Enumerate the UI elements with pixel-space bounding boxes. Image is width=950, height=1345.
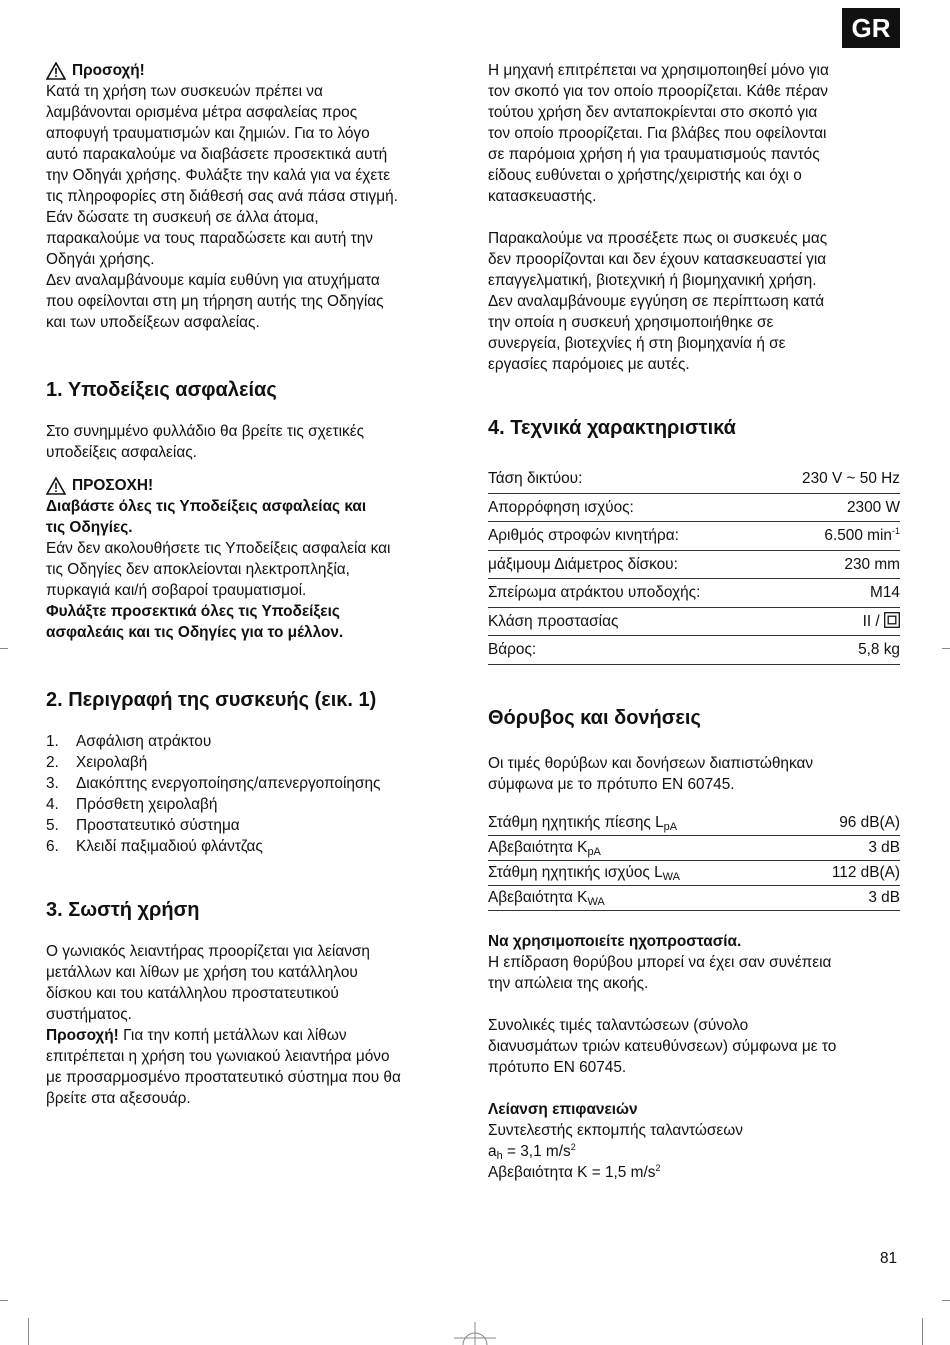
section-4-title: 4. Τεχνικά χαρακτηριστικά: [488, 417, 736, 439]
intro-line: την Οδηγάι χρήσης. Φυλάξτε την καλά για να έχετε: [46, 167, 391, 184]
bold-line: τις Οδηγίες.: [46, 519, 133, 536]
intro-line: τις πληροφορίες στη διάθεσή σας ανά πάσα στιγμή.: [46, 188, 398, 205]
intro-paragraph: [46, 81, 456, 333]
section-3-line: συστήματος.: [46, 1006, 132, 1023]
noise-label: [488, 885, 792, 910]
text-line: τούτου χρήση δεν ανταποκρίενται στο σκοπό για: [488, 104, 818, 121]
left-column: [46, 60, 456, 1109]
list-item: [46, 794, 456, 815]
warning-triangle-icon: [46, 62, 66, 80]
section-1-warning-heading: [46, 475, 456, 496]
text-line: την απώλεια της ακοής.: [488, 974, 649, 992]
text-line: Παρακαλούμε να προσέξετε πως οι συσκευές μας: [488, 230, 828, 247]
section-1-bold-instruction: [46, 496, 456, 538]
noise-label-text: Αβεβαιότητα K: [488, 889, 588, 906]
text-line: Οι τιμές θορύβων και δονήσεων διαπιστώθηκαν: [488, 754, 814, 772]
text-line: πρότυπο EN 60745.: [488, 1058, 627, 1076]
text-line: Η μηχανή επιτρέπεται να χρησιμοποιηθεί μόνο για: [488, 62, 829, 79]
noise-label: [488, 811, 792, 836]
uncertainty-line: [488, 1162, 900, 1183]
text-line: διανυσμάτων τριών κατευθύνσεων) σύμφωνα με το: [488, 1037, 837, 1055]
noise-value: 96 dB(A): [792, 811, 900, 836]
section-1-line: υποδείξεις ασφαλείας.: [46, 444, 197, 461]
noise-table: [488, 811, 900, 911]
table-row: [488, 885, 900, 910]
list-item: [46, 815, 456, 836]
consequence-line: πυρκαγιά και/ή σοβαροί τραυματισμοί.: [46, 582, 307, 599]
text-line: την οποία η συσκευή χρησιμοποιήθηκε σε: [488, 314, 774, 331]
noise-label: [488, 835, 792, 860]
spec-value: [770, 522, 900, 551]
item-text: Πρόσθετη χειρολαβή: [76, 796, 218, 813]
table-row: [488, 607, 900, 636]
table-row: [488, 636, 900, 665]
item-text: Διακόπτης ενεργοποίησης/απενεργοποίησης: [76, 775, 381, 792]
right-column: [488, 60, 900, 1183]
table-row: [488, 493, 900, 522]
section-3-paragraph: [46, 941, 456, 1109]
specs-table: [488, 465, 900, 665]
bold-line: Διαβάστε όλες τις Υποδείξεις ασφαλείας και: [46, 498, 367, 515]
text-line: Η επίδραση θορύβου μπορεί να έχει σαν συνέπεια: [488, 953, 832, 971]
spec-label: Κλάση προστασίας: [488, 607, 770, 636]
noise-label-text: Αβεβαιότητα K: [488, 839, 588, 856]
table-row: [488, 465, 900, 493]
section-3-warning-text: Για την κοπή μετάλλων και λίθων: [118, 1027, 347, 1044]
section-1-warning-title: ΠΡΟΣΟΧΗ!: [72, 477, 154, 494]
bold-line: ασφαλεάις και τις Οδηγίες για το μέλλον.: [46, 624, 344, 641]
table-row: [488, 811, 900, 836]
page-number: 81: [880, 1250, 898, 1267]
text-line: εργασίες παρόμοιες με αυτές.: [488, 356, 690, 373]
crop-mark: [0, 648, 8, 649]
spec-label: μάξιμουμ Διάμετρος δίσκου:: [488, 550, 770, 579]
item-number: 3.: [46, 775, 59, 792]
table-row: [488, 579, 900, 608]
spec-value: 5,8 kg: [770, 636, 900, 665]
crop-mark: [0, 1300, 8, 1301]
intro-line: Εάν δώσατε τη συσκευή σε άλλα άτομα,: [46, 209, 319, 226]
ah-symbol: a: [488, 1142, 497, 1160]
table-row: [488, 835, 900, 860]
language-tab: GR: [842, 8, 900, 48]
protection-class-ii-icon: [884, 612, 900, 628]
crop-mark: [922, 1318, 923, 1345]
noise-label-text: Στάθμη ηχητικής πίεσης L: [488, 814, 664, 831]
spec-label: Τάση δικτύου:: [488, 465, 770, 493]
noise-label-subscript: WA: [662, 871, 680, 883]
text-line: συνεργεία, βιοτεχνίες ή στη βιομηχανία ή σε: [488, 335, 786, 352]
noise-label-subscript: WA: [587, 896, 605, 908]
warranty-paragraph: [488, 228, 900, 375]
consequence-line: τις Οδηγίες δεν αποκλείονται ηλεκτροπληξία,: [46, 561, 350, 578]
noise-label-text: Στάθμη ηχητικής ισχύος L: [488, 864, 663, 881]
spec-value: [770, 607, 900, 636]
list-item: [46, 836, 456, 857]
section-3-line: επιτρέπεται η χρήση του γωνιακού λειαντήρα μόνο: [46, 1048, 390, 1065]
intro-line: αποφυγή τραυματισμών και ζημιών. Για το λόγο: [46, 125, 370, 142]
item-number: 4.: [46, 796, 59, 813]
crop-mark: [942, 1300, 950, 1301]
section-1-title: 1. Υποδείξεις ασφαλείας: [46, 379, 277, 401]
noise-value: 3 dB: [792, 885, 900, 910]
table-row: [488, 550, 900, 579]
item-text: Ασφάλιση ατράκτου: [76, 733, 212, 750]
section-3-title: 3. Σωστή χρήση: [46, 899, 200, 921]
noise-label: [488, 860, 792, 885]
intro-line: που οφείλονται στη μη τήρηση αυτής της Οδηγίας: [46, 293, 384, 310]
spec-value-text: II /: [862, 612, 884, 630]
intro-line: λαμβάνονται ορισμένα μέτρα ασφαλείας προς: [46, 104, 358, 121]
noise-section-title: Θόρυβος και δονήσεις: [488, 706, 701, 729]
intro-line: παρακαλούμε να τους παραδώσετε και αυτή την: [46, 230, 373, 247]
table-row: [488, 860, 900, 885]
text-line: σύμφωνα με το πρότυπο EN 60745.: [488, 775, 735, 793]
intended-use-paragraph: [488, 60, 900, 207]
intro-warning-title: Προσοχή!: [72, 62, 145, 79]
parts-list: [46, 731, 456, 857]
intro-line: και των υποδείξεων ασφαλείας.: [46, 314, 260, 331]
section-3-warning-label: Προσοχή!: [46, 1027, 119, 1044]
text-line: κατασκευαστής.: [488, 188, 597, 205]
ah-subscript: h: [496, 1149, 503, 1162]
intro-line: αυτό παρακαλούμε να διαβάσετε προσεκτικά αυτή: [46, 146, 388, 163]
section-1-intro: [46, 421, 456, 463]
spec-label: Αριθμός στροφών κινητήρα:: [488, 522, 770, 551]
warning-triangle-icon: [46, 477, 66, 495]
registration-mark-icon: [448, 1318, 502, 1345]
hearing-protection-title: Να χρησιμοποιείτε ηχοπροστασία.: [488, 932, 742, 950]
text-line: σε παρόμοια χρήση ή για τραυματισμούς παντός: [488, 146, 820, 163]
text-line: τον σκοπό για τον οποίο προορίζεται. Κάθε πέραν: [488, 83, 828, 100]
spec-value-exponent: -1: [891, 526, 900, 537]
text-line: Συντελεστής εκπομπής ταλαντώσεων: [488, 1121, 743, 1139]
list-item: [46, 773, 456, 794]
item-text: Προστατευτικό σύστημα: [76, 817, 240, 834]
section-3-line: μετάλλων και λίθων με χρήση του κατάλληλου: [46, 964, 358, 981]
section-2-title: 2. Περιγραφή της συσκευής (εικ. 1): [46, 689, 377, 711]
vibration-paragraph: [488, 1015, 900, 1078]
item-number: 2.: [46, 754, 59, 771]
hearing-protection: [488, 931, 900, 994]
section-3-line: Ο γωνιακός λειαντήρας προορίζεται για λείανση: [46, 943, 370, 960]
noise-value: 112 dB(A): [792, 860, 900, 885]
text-line: είδους ευθύνεται ο χρήστης/χειριστής και όχι ο: [488, 167, 802, 184]
surface-grinding-title: Λείανση επιφανειών: [488, 1100, 638, 1118]
item-text: Χειρολαβή: [76, 754, 148, 771]
intro-warning-heading: [46, 60, 456, 81]
text-line: Δεν αναλαμβάνουμε εγγύηση σε περίπτωση κατά: [488, 293, 825, 310]
noise-label-subscript: pA: [663, 821, 678, 833]
table-row: [488, 522, 900, 551]
section-3-line: με προσαρμοσμένο προστατευτικό σύστημα που θα: [46, 1069, 401, 1086]
surface-grinding: [488, 1099, 900, 1183]
section-1-consequence: [46, 538, 456, 601]
spec-label: Απορρόφηση ισχύος:: [488, 493, 770, 522]
item-number: 5.: [46, 817, 59, 834]
spec-value-text: 6.500 min: [824, 527, 892, 545]
crop-mark: [942, 648, 950, 649]
spec-value: 230 mm: [770, 550, 900, 579]
ah-value: = 3,1 m/s: [502, 1142, 571, 1160]
section-3-line: βρείτε στα αξεσουάρ.: [46, 1090, 191, 1107]
bold-line: Φυλάξτε προσεκτικά όλες τις Υποδείξεις: [46, 603, 340, 620]
item-number: 1.: [46, 733, 59, 750]
text-line: επαγγελματική, βιοτεχνική ή βιομηχανική χρήση.: [488, 272, 817, 289]
intro-line: Οδηγάι χρήσης.: [46, 251, 155, 268]
intro-line: Κατά τη χρήση των συσκευών πρέπει να: [46, 83, 323, 100]
ah-exponent: 2: [570, 1141, 576, 1152]
spec-label: Σπείρωμα ατράκτου υποδοχής:: [488, 579, 770, 608]
section-3-warning-line: [46, 1025, 456, 1046]
noise-label-subscript: pA: [587, 846, 601, 858]
spec-value: 2300 W: [770, 493, 900, 522]
spec-label: Βάρος:: [488, 636, 770, 665]
section-1-keep-instructions: [46, 601, 456, 643]
consequence-line: Εάν δεν ακολουθήσετε τις Υποδείξεις ασφαλεία και: [46, 540, 391, 557]
section-1-line: Στο συνημμένο φυλλάδιο θα βρείτε τις σχετικές: [46, 423, 364, 440]
spec-value: 230 V ~ 50 Hz: [770, 465, 900, 493]
list-item: [46, 731, 456, 752]
list-item: [46, 752, 456, 773]
intro-line: Δεν αναλαμβάνουμε καμία ευθύνη για ατυχήματα: [46, 272, 380, 289]
text-line: τον οποίο προορίζεται. Για βλάβες που οφείλονται: [488, 125, 827, 142]
item-number: 6.: [46, 838, 59, 855]
spec-value: M14: [770, 579, 900, 608]
k-value: Αβεβαιότητα K = 1,5 m/s: [488, 1163, 656, 1181]
crop-mark: [28, 1318, 29, 1345]
k-exponent: 2: [655, 1162, 661, 1173]
item-text: Κλειδί παξιμαδιού φλάντζας: [76, 838, 263, 855]
section-3-line: δίσκου και του κατάλληλου προστατευτικού: [46, 985, 339, 1002]
vibration-value-line: [488, 1141, 900, 1162]
noise-value: 3 dB: [792, 835, 900, 860]
text-line: Συνολικές τιμές ταλαντώσεων (σύνολο: [488, 1016, 749, 1034]
text-line: δεν προορίζονται και δεν έχουν κατασκευαστεί για: [488, 251, 827, 268]
noise-intro: [488, 753, 900, 795]
